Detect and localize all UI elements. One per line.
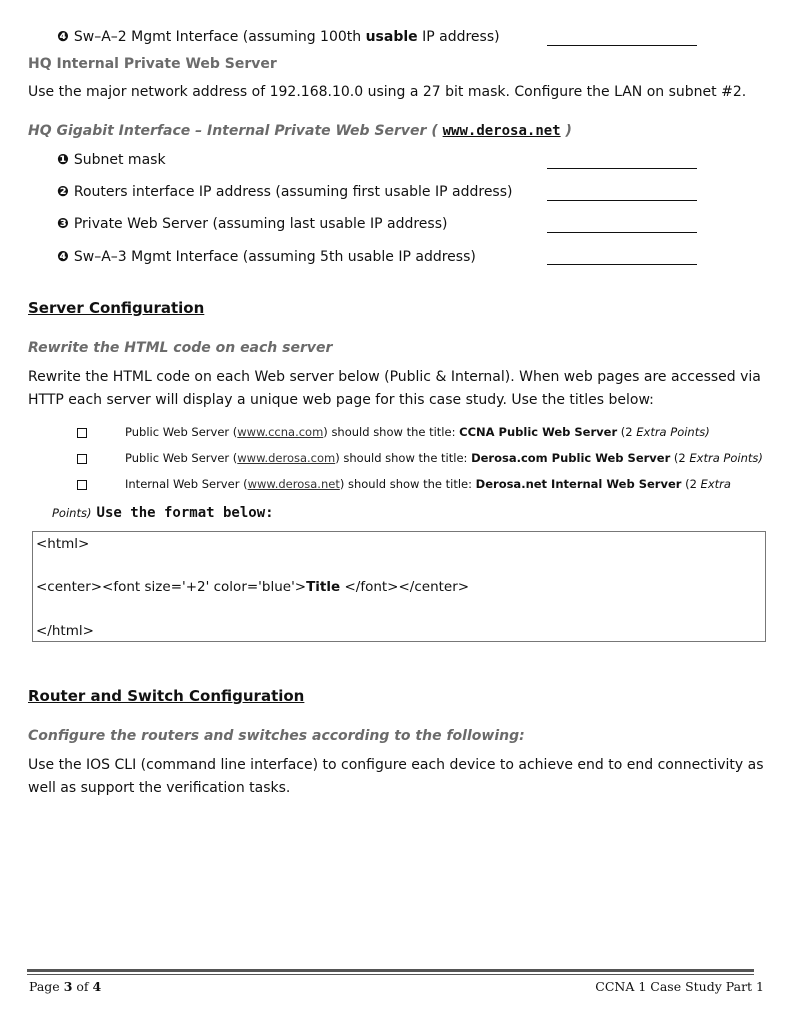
list-item bbox=[57, 152, 166, 168]
hq-internal-heading: HQ Internal Private Web Server bbox=[28, 56, 277, 72]
list-item-text: Sw–A–3 Mgmt Interface (assuming 5th usable IP address) bbox=[73, 249, 476, 265]
code-line-2 bbox=[36, 579, 469, 595]
answer-blank[interactable] bbox=[547, 168, 697, 169]
server-title: Derosa.net Internal Web Server bbox=[475, 477, 682, 491]
list-item-text: Public Web Server ( bbox=[125, 425, 238, 439]
gigabit-heading-text: HQ Gigabit Interface – Internal Private Web Server ( bbox=[28, 123, 443, 139]
item-text: Sw–A–2 Mgmt Interface (assuming 100th bbox=[73, 29, 366, 45]
code-title: Title bbox=[306, 579, 341, 595]
format-label: Use the format below: bbox=[96, 505, 274, 521]
list-item bbox=[125, 425, 710, 439]
server-title: Derosa.com Public Web Server bbox=[471, 451, 671, 465]
derosa-com-link[interactable]: www.derosa.com bbox=[237, 451, 336, 465]
list-item-text: Private Web Server (assuming last usable IP address) bbox=[73, 216, 448, 232]
server-title: CCNA Public Web Server bbox=[459, 425, 618, 439]
list-item bbox=[57, 184, 512, 200]
list-item-text: (2 bbox=[617, 425, 637, 439]
list-item-text: (2 bbox=[670, 451, 690, 465]
list-item-text: ) should show the title: bbox=[323, 425, 460, 439]
extra-points-tail: Points) bbox=[52, 506, 92, 520]
bullet-4-icon: ❹ bbox=[57, 249, 69, 265]
server-config-title: Server Configuration bbox=[28, 299, 205, 317]
router-config-subheading: Configure the routers and switches according to the following: bbox=[28, 728, 525, 744]
page-of: of bbox=[72, 979, 93, 994]
extra-points: Extra Points) bbox=[689, 451, 763, 465]
code-line-2-end: </font></center> bbox=[340, 579, 470, 595]
list-item bbox=[57, 216, 447, 232]
gigabit-heading-close: ) bbox=[560, 123, 572, 139]
item-text-bold: usable bbox=[365, 29, 418, 45]
doc-title: CCNA 1 Case Study Part 1 bbox=[595, 979, 764, 994]
ccna-com-link[interactable]: www.ccna.com bbox=[237, 425, 324, 439]
list-item bbox=[125, 477, 731, 491]
code-line-3: </html> bbox=[36, 623, 94, 639]
checkbox[interactable] bbox=[77, 454, 87, 464]
derosa-net-link[interactable]: www.derosa.net bbox=[442, 123, 561, 139]
router-config-title: Router and Switch Configuration bbox=[28, 687, 305, 705]
extra-points: Extra Points) bbox=[636, 425, 710, 439]
list-item bbox=[57, 249, 476, 265]
server-config-body: Rewrite the HTML code on each Web server below (Public & Internal). When web pages are accessed via HTTP each server will display a unique web page for this case study. Use the titles below: bbox=[28, 369, 761, 408]
sw-a2-mgmt-item bbox=[57, 29, 500, 45]
page-total: 4 bbox=[92, 979, 102, 994]
list-item-text: (2 bbox=[681, 477, 701, 491]
checkbox[interactable] bbox=[77, 428, 87, 438]
bullet-2-icon: ❷ bbox=[57, 184, 69, 200]
checkbox[interactable] bbox=[77, 480, 87, 490]
router-config-body: Use the IOS CLI (command line interface) to configure each device to achieve end to end connectivity as well as support the verification tasks. bbox=[28, 757, 764, 796]
item-text-end: IP address) bbox=[417, 29, 500, 45]
answer-blank[interactable] bbox=[547, 264, 697, 265]
list-item bbox=[125, 451, 763, 465]
gigabit-heading bbox=[28, 123, 572, 139]
list-item-text: Routers interface IP address (assuming first usable IP address) bbox=[73, 184, 513, 200]
derosa-net-link[interactable]: www.derosa.net bbox=[247, 477, 340, 491]
format-line bbox=[52, 502, 274, 521]
list-item-text: Internal Web Server ( bbox=[125, 477, 248, 491]
hq-internal-body: Use the major network address of 192.168.10.0 using a 27 bit mask. Configure the LAN on subnet #2. bbox=[28, 84, 747, 100]
page-number bbox=[29, 979, 101, 994]
footer-rule bbox=[27, 969, 754, 972]
footer-rule-thin bbox=[27, 974, 754, 975]
page-label: Page bbox=[29, 979, 64, 994]
list-item-text: Public Web Server ( bbox=[125, 451, 238, 465]
extra-points: Extra bbox=[700, 477, 731, 491]
bullet-1-icon: ❶ bbox=[57, 152, 69, 168]
code-line-1: <html> bbox=[36, 536, 90, 552]
server-config-subheading: Rewrite the HTML code on each server bbox=[28, 340, 333, 356]
answer-blank[interactable] bbox=[547, 45, 697, 46]
list-item-text: ) should show the title: bbox=[339, 477, 476, 491]
list-item-text: Subnet mask bbox=[73, 152, 166, 168]
answer-blank[interactable] bbox=[547, 200, 697, 201]
list-item-text: ) should show the title: bbox=[335, 451, 472, 465]
bullet-4-icon: ❹ bbox=[57, 29, 69, 45]
code-line-2-start: <center><font size='+2' color='blue'> bbox=[36, 579, 307, 595]
answer-blank[interactable] bbox=[547, 232, 697, 233]
bullet-3-icon: ❸ bbox=[57, 216, 69, 232]
page-current: 3 bbox=[63, 979, 73, 994]
